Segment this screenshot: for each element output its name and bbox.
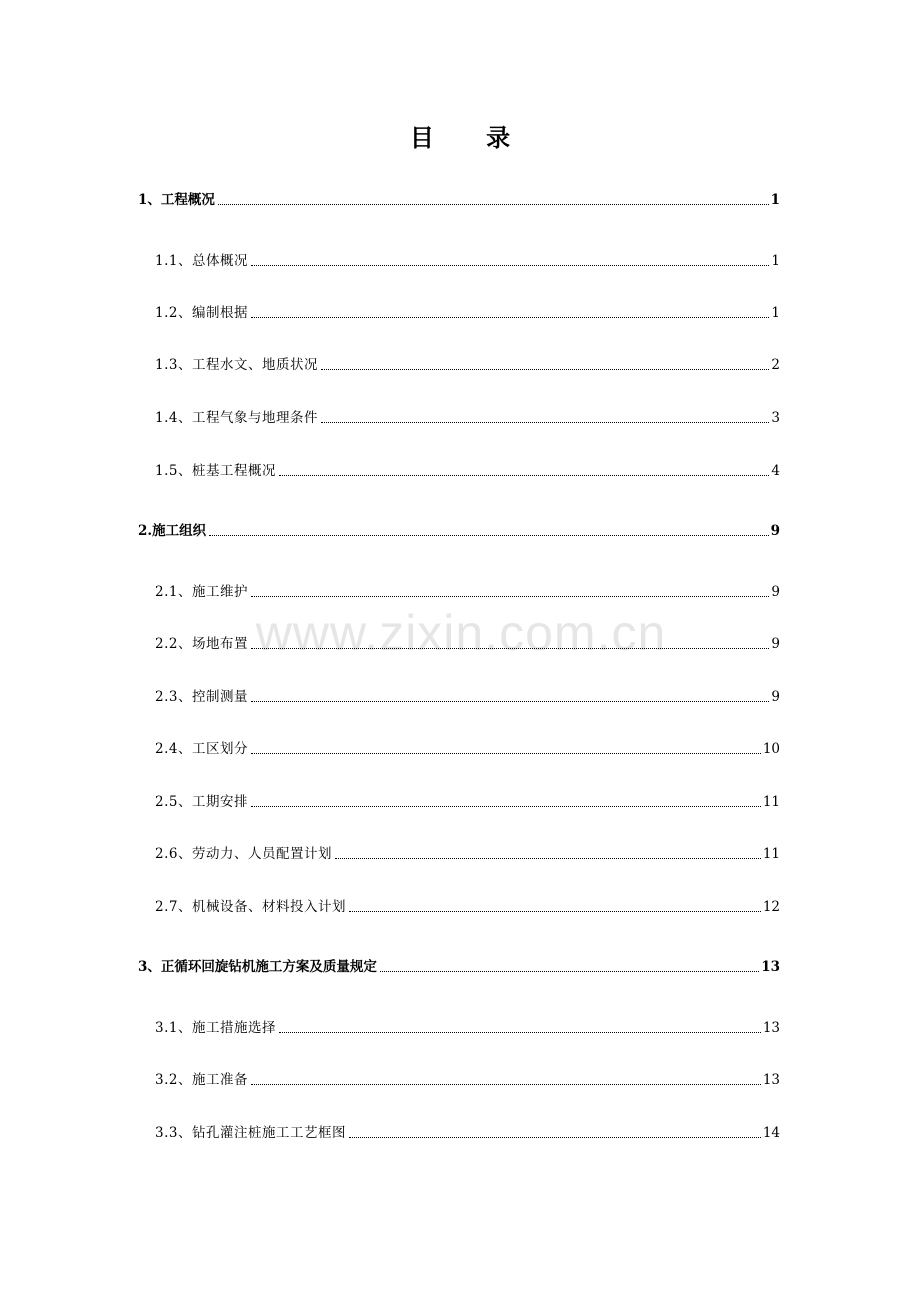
toc-leader-dots (349, 911, 761, 912)
toc-entry[interactable] (138, 521, 780, 541)
toc-entry[interactable] (155, 739, 780, 759)
toc-entry-label: 2.3、控制测量 (155, 689, 248, 705)
toc-leader-dots (335, 858, 761, 859)
toc-leader-dots (251, 701, 769, 702)
toc-leader-dots (251, 265, 769, 266)
toc-page-number: 10 (762, 741, 780, 757)
toc-entry[interactable] (155, 1018, 780, 1038)
toc-entry-label: 1、工程概况 (138, 192, 215, 208)
toc-page-number: 1 (770, 192, 780, 208)
toc-entry[interactable] (155, 634, 780, 654)
toc-entry-label: 3.1、施工措施选择 (155, 1020, 276, 1036)
toc-page-number: 13 (761, 959, 780, 975)
toc-entry-label: 3.3、钻孔灌注桩施工工艺框图 (155, 1125, 346, 1141)
toc-leader-dots (321, 422, 769, 423)
toc-page-number: 3 (771, 410, 780, 426)
toc-leader-dots (380, 971, 759, 972)
toc-page-number: 9 (770, 523, 780, 539)
toc-leader-dots (218, 204, 769, 205)
toc-entry[interactable] (155, 303, 780, 323)
toc-entry[interactable] (155, 792, 780, 812)
toc-leader-dots (279, 475, 769, 476)
toc-page-number: 1 (771, 253, 780, 269)
toc-entry-label: 1.4、工程气象与地理条件 (155, 410, 318, 426)
toc-page-number: 2 (771, 357, 780, 373)
toc-leader-dots (209, 535, 769, 536)
toc-entry-label: 2.6、劳动力、人员配置计划 (155, 846, 332, 862)
toc-leader-dots (251, 1084, 761, 1085)
toc-leader-dots (251, 753, 761, 754)
toc-entry-label: 1.2、编制根据 (155, 305, 248, 321)
toc-entry[interactable] (155, 687, 780, 707)
toc-entry[interactable] (155, 251, 780, 271)
toc-page-number: 14 (762, 1125, 780, 1141)
watermark: www.zixin.com.cn (255, 605, 667, 661)
toc-page-number: 9 (771, 584, 780, 600)
toc-leader-dots (279, 1032, 761, 1033)
toc-page-number: 4 (771, 463, 780, 479)
toc-entry-label: 1.3、工程水文、地质状况 (155, 357, 318, 373)
toc-entry-label: 1.1、总体概况 (155, 253, 248, 269)
toc-page-number: 13 (762, 1072, 780, 1088)
toc-entry[interactable] (155, 1123, 780, 1143)
toc-entry-label: 2.施工组织 (138, 523, 207, 539)
toc-entry[interactable] (155, 844, 780, 864)
toc-page-number: 9 (771, 636, 780, 652)
toc-page-number: 11 (762, 794, 780, 810)
page-title: 目 录 (409, 123, 533, 152)
toc-entry[interactable] (155, 897, 780, 917)
toc-entry[interactable] (138, 190, 780, 210)
toc-entry[interactable] (155, 355, 780, 375)
toc-leader-dots (251, 596, 769, 597)
toc-page-number: 1 (771, 305, 780, 321)
toc-entry[interactable] (138, 957, 780, 977)
toc-entry-label: 2.5、工期安排 (155, 794, 248, 810)
toc-leader-dots (251, 648, 769, 649)
toc-leader-dots (321, 369, 769, 370)
toc-page-number: 12 (762, 899, 780, 915)
toc-entry[interactable] (155, 582, 780, 602)
toc-page-number: 13 (762, 1020, 780, 1036)
toc-entry[interactable] (155, 1070, 780, 1090)
toc-entry-label: 3、正循环回旋钻机施工方案及质量规定 (138, 959, 377, 975)
toc-entry-label: 3.2、施工准备 (155, 1072, 248, 1088)
toc-entry-label: 2.7、机械设备、材料投入计划 (155, 899, 346, 915)
toc-leader-dots (251, 317, 769, 318)
toc-entry-label: 2.4、工区划分 (155, 741, 248, 757)
toc-leader-dots (349, 1137, 761, 1138)
toc-entry-label: 2.2、场地布置 (155, 636, 248, 652)
toc-page-number: 11 (762, 846, 780, 862)
toc-entry[interactable] (155, 408, 780, 428)
toc-leader-dots (251, 806, 761, 807)
toc-entry-label: 1.5、桩基工程概况 (155, 463, 276, 479)
toc-entry-label: 2.1、施工维护 (155, 584, 248, 600)
toc-page-number: 9 (771, 689, 780, 705)
toc-entry[interactable] (155, 461, 780, 481)
